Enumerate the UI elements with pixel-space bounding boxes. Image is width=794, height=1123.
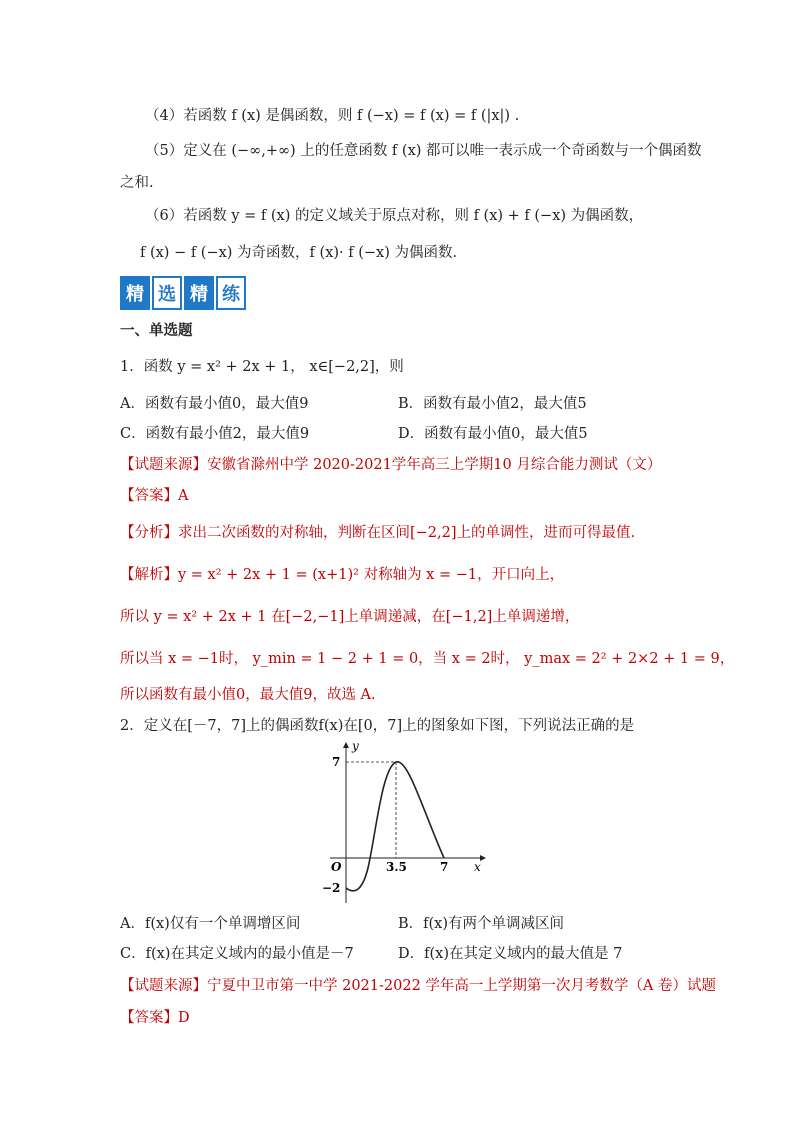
property-6: （6）若函数 y = f (x) 的定义域关于原点对称，则 f (x) + f (−x) 为偶函数， bbox=[145, 208, 644, 224]
tick-x35: 3.5 bbox=[386, 860, 407, 874]
q2-option-a: A．f(x)仅有一个单调增区间 bbox=[120, 916, 301, 932]
banner-char-2: 选 bbox=[152, 276, 182, 310]
q1-solution-3: 所以当 x = −1时， y_min = 1 − 2 + 1 = 0，当 x = 2时， y_max = 2² + 2×2 + 1 = 9， bbox=[120, 651, 735, 667]
q1-answer-value: A bbox=[178, 488, 189, 504]
q2-answer bbox=[120, 1008, 190, 1028]
property-5-cont: 之和. bbox=[120, 175, 154, 191]
banner-char-3: 精 bbox=[184, 276, 214, 310]
q1-analysis: 【分析】求出二次函数的对称轴，判断在区间[−2,2]上的单调性，进而可得最值. bbox=[120, 525, 636, 541]
q1-solution-1: 【解析】y = x² + 2x + 1 = (x+1)² 对称轴为 x = −1，开口向上， bbox=[120, 567, 565, 583]
y-axis-arrow bbox=[343, 742, 349, 748]
q2-source: 【试题来源】宁夏中卫市第一中学 2021-2022 学年高一上学期第一次月考数学（A 卷）试题 bbox=[120, 978, 716, 994]
tick-ym2: −2 bbox=[322, 881, 341, 895]
property-4: （4）若函数 f (x) 是偶函数，则 f (−x) = f (x) = f (|x|) . bbox=[145, 108, 520, 124]
property-6-cont: f (x) − f (−x) 为奇函数，f (x)· f (−x) 为偶函数. bbox=[140, 245, 458, 261]
q2-stem: 2．定义在[－7，7]上的偶函数f(x)在[0，7]上的图象如下图，下列说法正确的是 bbox=[120, 718, 635, 734]
q2-option-c: C．f(x)在其定义域内的最小值是－7 bbox=[120, 946, 354, 962]
q1-solution-4: 所以函数有最小值0，最大值9，故选 A. bbox=[120, 687, 376, 703]
q1-stem: 1．函数 y = x² + 2x + 1， x∈[−2,2]，则 bbox=[120, 359, 404, 375]
x-axis-label: x bbox=[474, 860, 481, 874]
q1-answer bbox=[120, 486, 188, 506]
x-axis-arrow bbox=[480, 855, 486, 861]
tick-y7: 7 bbox=[332, 755, 341, 769]
section-heading: 一、单选题 bbox=[120, 322, 193, 339]
q1-option-b: B．函数有最小值2，最大值5 bbox=[398, 396, 587, 412]
q1-source: 【试题来源】安徽省滁州中学 2020-2021学年高三上学期10 月综合能力测试（文） bbox=[120, 457, 662, 473]
banner-char-4: 练 bbox=[216, 276, 246, 310]
q1-option-a: A．函数有最小值0，最大值9 bbox=[120, 396, 309, 412]
tick-x7: 7 bbox=[440, 860, 449, 874]
origin-label: O bbox=[331, 860, 342, 874]
q2-option-b: B．f(x)有两个单调减区间 bbox=[398, 916, 565, 932]
q2-answer-value: D bbox=[178, 1010, 190, 1026]
property-5: （5）定义在 (−∞,+∞) 上的任意函数 f (x) 都可以唯一表示成一个奇函数与一个偶函数 bbox=[145, 143, 702, 159]
q2-answer-label: 【答案】 bbox=[120, 1010, 178, 1026]
q1-solution-2: 所以 y = x² + 2x + 1 在[−2,−1]上单调递减，在[−1,2]上单调递增， bbox=[120, 609, 580, 625]
q1-option-d: D．函数有最小值0，最大值5 bbox=[398, 426, 588, 442]
q1-answer-label: 【答案】 bbox=[120, 488, 178, 504]
q2-option-d: D．f(x)在其定义域内的最大值是 7 bbox=[398, 946, 623, 962]
y-axis-label: y bbox=[352, 739, 359, 753]
q2-graph bbox=[310, 738, 490, 910]
q1-option-c: C．函数有最小值2，最大值9 bbox=[120, 426, 310, 442]
banner-char-1: 精 bbox=[120, 276, 150, 310]
